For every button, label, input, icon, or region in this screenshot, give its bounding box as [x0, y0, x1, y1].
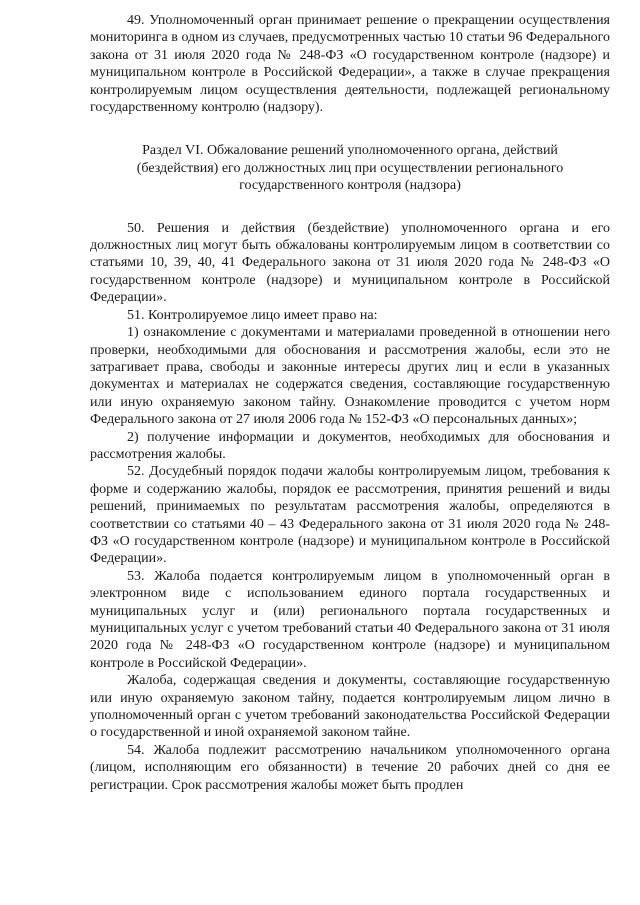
- paragraph-51-item-2: 2) получение информации и документов, необходимых для обоснования и рассмотрения жалобы.: [90, 429, 610, 462]
- paragraph-54: 54. Жалоба подлежит рассмотрению начальником уполномоченного органа (лицом, исполняющим его обязанности) в течение 20 рабочих дней со дня ее регистрации. Срок рассмотрения жалобы может быть продлен: [90, 742, 610, 793]
- paragraph-53: 53. Жалоба подается контролируемым лицом в уполномоченный орган в электронном виде с использованием единого портала государственных и муниципальных услуг и (или) регионального портала государственных и муниципальных услуг с учетом требований статьи 40 Федерального закона от 31 июля 2020 года № 248-ФЗ «О государственном контроле (надзоре) и муниципальном контроле в Российской Федерации».: [90, 568, 610, 671]
- paragraph-51-item-1: 1) ознакомление с документами и материалами проведенной в отношении него проверки, необходимыми для обоснования и рассмотрения жалобы, если это не затрагивает права, свободы и законные интересы других лиц и если в указанных документах и материалах не содержатся сведения, составляющие государственную или иную охраняемую законом тайну. Ознакомление проводится с учетом норм Федерального закона от 27 июля 2006 года № 152-ФЗ «О персональных данных»;: [90, 325, 610, 428]
- document-page: [90, 12, 610, 794]
- paragraph-50: 50. Решения и действия (бездействие) уполномоченного органа и его должностных лиц могут быть обжалованы контролируемым лицом в соответствии со статьями 10, 39, 40, 41 Федерального закона от 31 июля 2020 года № 248-ФЗ «О государственном контроле (надзоре) и муниципальном контроле в Российской Федерации».: [90, 220, 610, 306]
- paragraph-53-secret: Жалоба, содержащая сведения и документы, составляющие государственную или иную охраняемую законом тайну, подается контролируемым лицом лично в уполномоченный орган с учетом требований законодательства Российской Федерации о государственной и иной охраняемой законом тайне.: [90, 673, 610, 741]
- paragraph-51: 51. Контролируемое лицо имеет право на:: [127, 307, 378, 323]
- paragraph-52: 52. Досудебный порядок подачи жалобы контролируемым лицом, требования к форме и содержанию жалобы, порядок ее рассмотрения, принятия решений и виды решений, принимаемых по результатам рассмотрения жалобы, определяются в соответствии со статьями 40 – 43 Федерального закона от 31 июля 2020 года № 248-ФЗ «О государственном контроле (надзоре) и муниципальном контроле в Российской Федерации».: [90, 464, 610, 567]
- section-heading: Раздел VI. Обжалование решений уполномоченного органа, действий (бездействия) его должностных лиц при осуществлении регионального государственного контроля (надзора): [136, 143, 564, 194]
- paragraph-49: 49. Уполномоченный орган принимает решение о прекращении осуществления мониторинга в одном из случаев, предусмотренных частью 10 статьи 96 Федерального закона от 31 июля 2020 года № 248-ФЗ «О государственном контроле (надзоре) и муниципальном контроле в Российской Федерации», а также в случае прекращения контролируемым лицом осуществления деятельности, подлежащей региональному государственному контролю (надзору).: [90, 13, 610, 116]
